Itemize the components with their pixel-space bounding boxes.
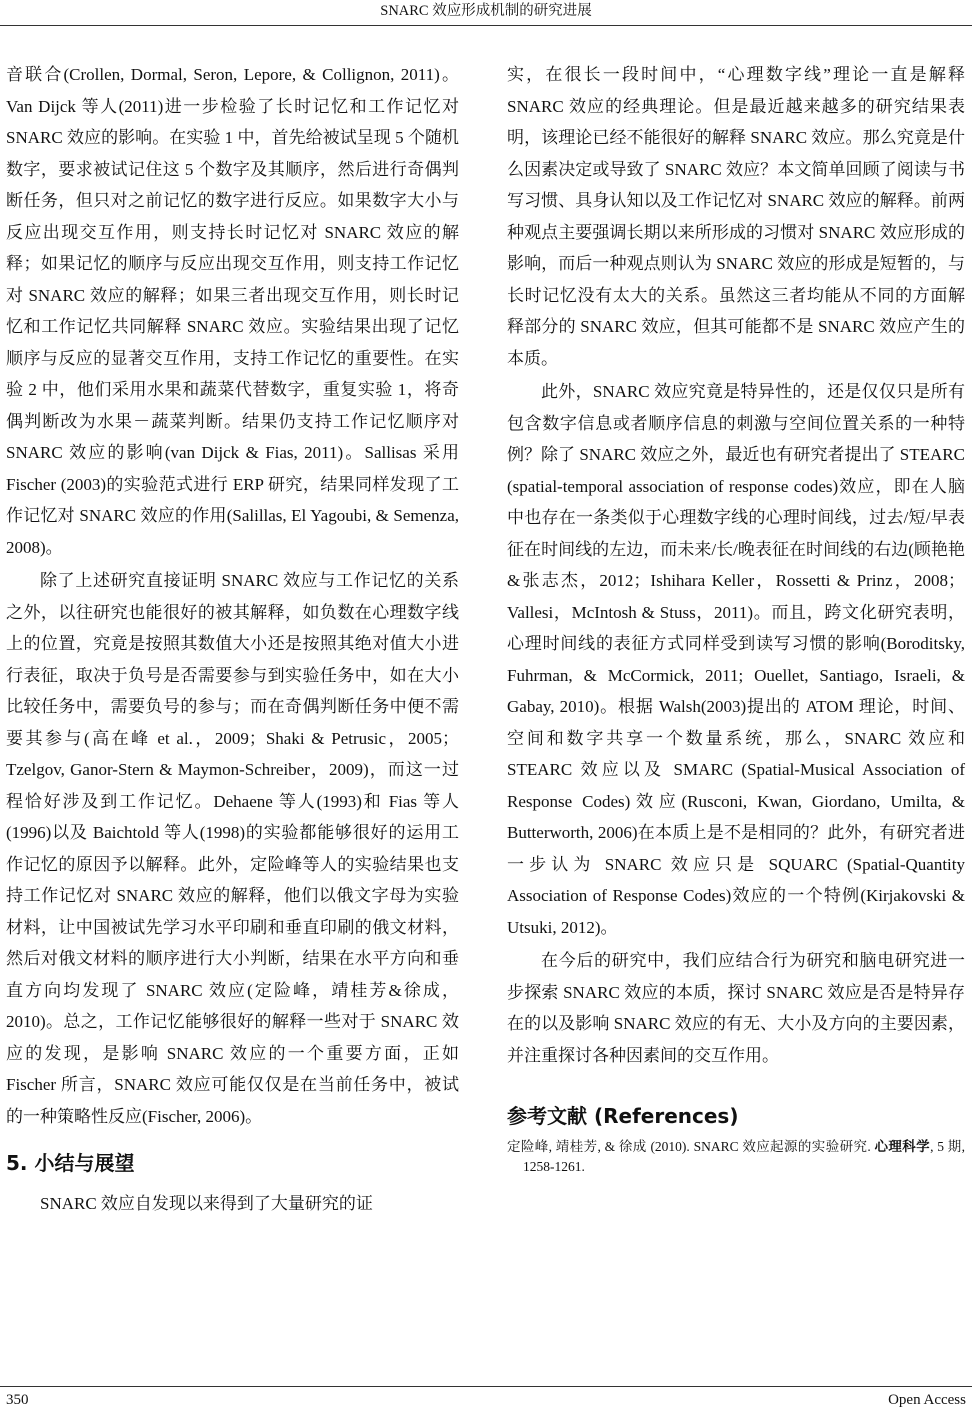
open-access-label: Open Access [888,1392,966,1408]
body-paragraph: 音联合(Crollen, Dormal, Seron, Lepore, & Collignon, 2011)。Van Dijck 等人(2011)进一步检验了长时记忆和工作记忆对 SNARC 效应的影响。在实验 1 中，首先给被试呈现 5 个随机数字，要求被试记住这 5 个数字及其顺序，然后进行奇偶判断任务，但只对之前记忆的数字进行反应。如果数字大小与反应出现交互作用，则支持长时记忆对 SNARC 效应的解释；如果记忆的顺序与反应出现交互作用，则支持工作记忆对 SNARC 效应的解释；如果三者出现交互作用，则长时记忆和工作记忆共同解释 SNARC 效应。实验结果出现了记忆顺序与反应的显著交互作用，支持工作记忆的重要性。在实验 2 中，他们采用水果和蔬菜代替数字，重复实验 1，将奇偶判断改为水果－蔬菜判断。结果仍支持工作记忆顺序对 SNARC 效应的影响(van Dijck & Fias, 2011)。Sallisas 采用 Fischer (2003)的实验范式进行 ERP 研究，结果同样发现了工作记忆对 SNARC 效应的作用(Salillas, El Yagoubi, & Semenza, 2008)。 [6,65,459,557]
references-heading: 参考文献 (References) [507,1104,739,1128]
body-paragraph: SNARC 效应自发现以来得到了大量研究的证 [40,1194,373,1213]
reference-text: 定险峰, 靖桂芳, & 徐成 (2010). SNARC 效应起源的实验研究. [507,1139,875,1154]
body-paragraph: 除了上述研究直接证明 SNARC 效应与工作记忆的关系之外，以往研究也能很好的被其解释，如负数在心理数字线上的位置，究竟是按照其数值大小还是按照其绝对值大小进行表征，取决于负号是否需要参与到实验任务中，如在大小比较任务中，需要负号的参与；而在奇偶判断任务中便不需要其参与(高在峰 et al.，2009；Shaki & Petrusic，2005；Tzelgov, Ganor-Stern & Maymon-Schreiber，2009)，而这一过程恰好涉及到工作记忆。Dehaene 等人(1993)和 Fias 等人(1996)以及 Baichtold 等人(1998)的实验都能够很好的运用工作记忆的原因予以解释。此外，定险峰等人的实验结果也支持工作记忆对 SNARC 效应的解释，他们以俄文字母为实验材料，让中国被试先学习水平印刷和垂直印刷的俄文材料，然后对俄文材料的顺序进行大小判断，结果在水平方向和垂直方向均发现了 SNARC 效应(定险峰，靖桂芳&徐成，2010)。总之，工作记忆能够很好的解释一些对于 SNARC 效应的发现，是影响 SNARC 效应的一个重要方面，正如 Fischer 所言，SNARC 效应可能仅仅是在当前任务中，被试的一种策略性反应(Fischer, 2006)。 [6,571,459,1126]
body-paragraph: 此外，SNARC 效应究竟是特异性的，还是仅仅只是所有包含数字信息或者顺序信息的刺激与空间位置关系的一种特例？除了 SNARC 效应之外，最近也有研究者提出了 STEARC (spatial-temporal association of response codes)效应，即在人脑中也存在一条类似于心理数字线的心理时间线，过去/短/早表征在时间线的左边，而未来/长/晚表征在时间线的右边(顾艳艳&张志杰，2012；Ishihara Keller，Rossetti & Prinz，2008；Vallesi，McIntosh & Stuss，2011)。而且，跨文化研究表明，心理时间线的表征方式同样受到读写习惯的影响(Boroditsky, Fuhrman, & McCormick, 2011; Ouellet, Santiago, Israeli, & Gabay, 2010)。根据 Walsh(2003)提出的 ATOM 理论，时间、空间和数字共享一个数量系统，那么，SNARC 效应和 STEARC 效应以及 SMARC (Spatial-Musical Association of Response Codes)效应(Rusconi, Kwan, Giordano, Umilta, & Butterworth, 2006)在本质上是不是相同的？此外，有研究者进一步认为 SNARC 效应只是 SQUARC (Spatial-Quantity Association of Response Codes)效应的一个特例(Kirjakovski & Utsuki, 2012)。 [507,382,965,937]
right-column [507,59,965,1177]
reference-journal: 心理科学 [874,1139,931,1154]
body-paragraph: 实，在很长一段时间中，“心理数字线”理论一直是解释 SNARC 效应的经典理论。但是最近越来越多的研究结果表明，该理论已经不能很好的解释 SNARC 效应。那么究竟是什么因素决定或导致了 SNARC 效应？本文简单回顾了阅读与书写习惯、具身认知以及工作记忆对 SNARC 效应的解释。前两种观点主要强调长期以来所形成的习惯对 SNARC 效应形成的影响，而后一种观点则认为 SNARC 效应的形成是短暂的，与长时记忆没有太大的关系。虽然这三者均能从不同的方面解释部分的 SNARC 效应，但其可能都不是 SNARC 效应产生的本质。 [507,65,965,368]
section-heading: 5. 小结与展望 [6,1151,135,1175]
reference-details: , 5 期, 1258-1261. [523,1139,965,1174]
left-column [6,59,459,1220]
page-number: 350 [6,1392,29,1408]
reference-item [507,1137,965,1177]
page-footer [0,1386,972,1410]
running-head: SNARC 效应形成机制的研究进展 [0,0,972,26]
body-paragraph: 在今后的研究中，我们应结合行为研究和脑电研究进一步探索 SNARC 效应的本质，探讨 SNARC 效应是否是特异存在的以及影响 SNARC 效应的有无、大小及方向的主要因素，并注重探讨各种因素间的交互作用。 [507,951,965,1065]
